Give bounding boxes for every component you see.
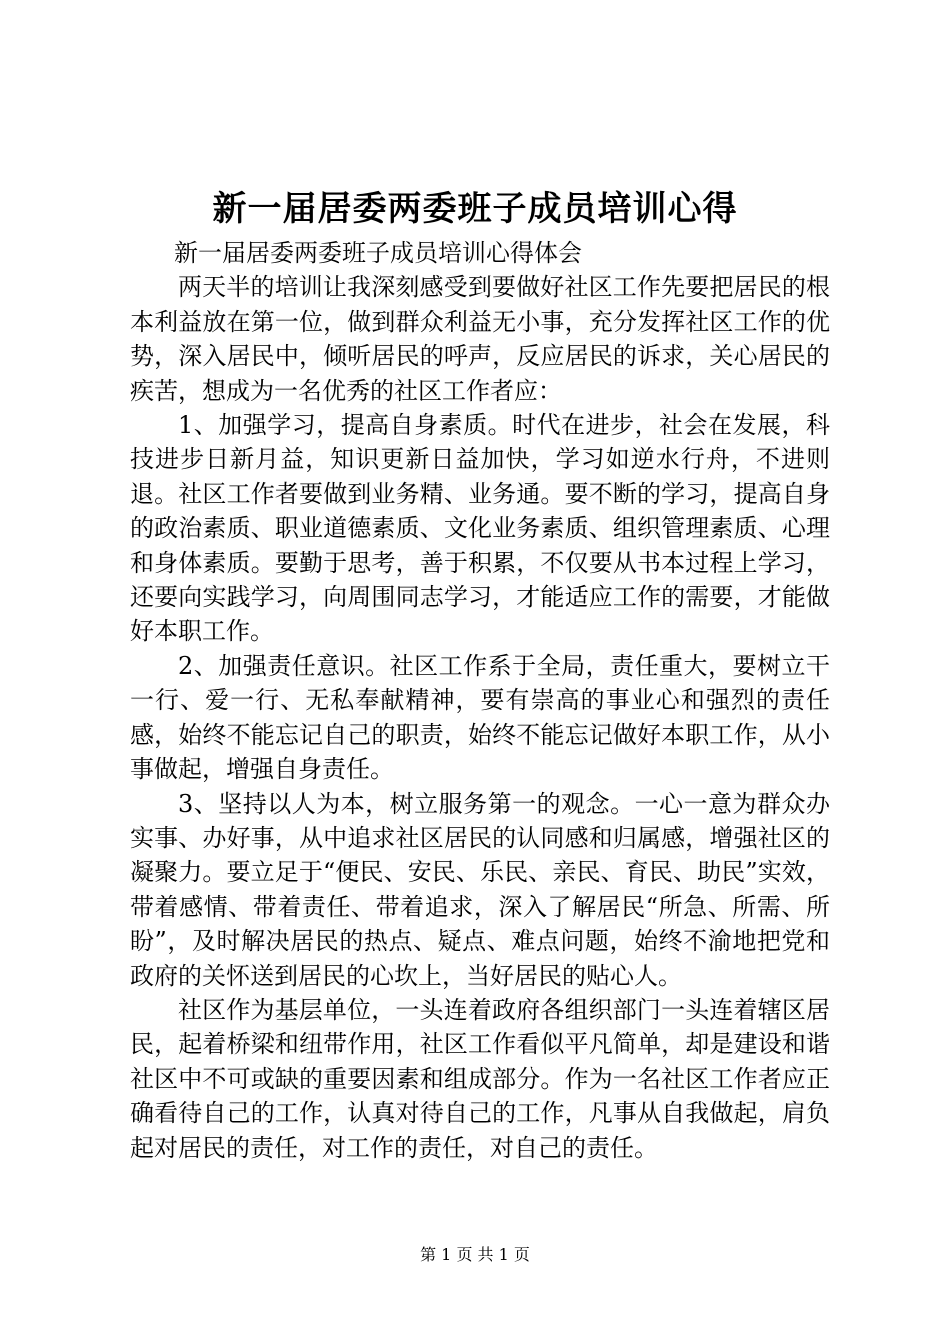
page-footer: 第 1 页 共 1 页 [420,1245,530,1264]
paragraph-point-1: 1、加强学习，提高自身素质。时代在进步，社会在发展，科技进步日新月益，知识更新日益加快，学习如逆水行舟，不进则退。社区工作者要做到业务精、业务通。要不断的学习，提高自身的政治素质、职业道德素质、文化业务素质、组织管理素质、心理和身体素质。要勤于思考，善于积累，不仅要从书本过程上学习，还要向实践学习，向周围同志学习，才能适应工作的需要，才能做好本职工作。 [130,411,830,646]
paragraph-point-2: 2、加强责任意识。社区工作系于全局，责任重大，要树立干一行、爱一行、无私奉献精神，要有崇高的事业心和强烈的责任感，始终不能忘记自己的职责，始终不能忘记做好本职工作，从小事做起，增强自身责任。 [130,651,830,784]
document-subtitle: 新一届居委两委班子成员培训心得体会 [174,239,582,267]
paragraph-intro: 两天半的培训让我深刻感受到要做好社区工作先要把居民的根本利益放在第一位，做到群众利益无小事，充分发挥社区工作的优势，深入居民中，倾听居民的呼声，反应居民的诉求，关心居民的疾苦，想成为一名优秀的社区工作者应： [130,273,830,405]
paragraph-conclusion: 社区作为基层单位，一头连着政府各组织部门一头连着辖区居民，起着桥梁和纽带作用，社区工作看似平凡简单，却是建设和谐社区中不可或缺的重要因素和组成部分。作为一名社区工作者应正确看待自己的工作，认真对待自己的工作，凡事从自我做起，肩负起对居民的责任，对工作的责任，对自己的责任。 [130,995,830,1162]
document-body [130,236,830,1165]
paragraph-point-3: 3、坚持以人为本，树立服务第一的观念。一心一意为群众办实事、办好事，从中追求社区居民的认同感和归属感，增强社区的凝聚力。要立足于“便民、安民、乐民、亲民、育民、助民”实效，带着感情、带着责任、带着追求，深入了解居民“所急、所需、所盼”，及时解决居民的热点、疑点、难点问题，始终不渝地把党和政府的关怀送到居民的心坎上，当好居民的贴心人。 [130,789,830,990]
document-title: 新一届居委两委班子成员培训心得 [212,189,738,229]
